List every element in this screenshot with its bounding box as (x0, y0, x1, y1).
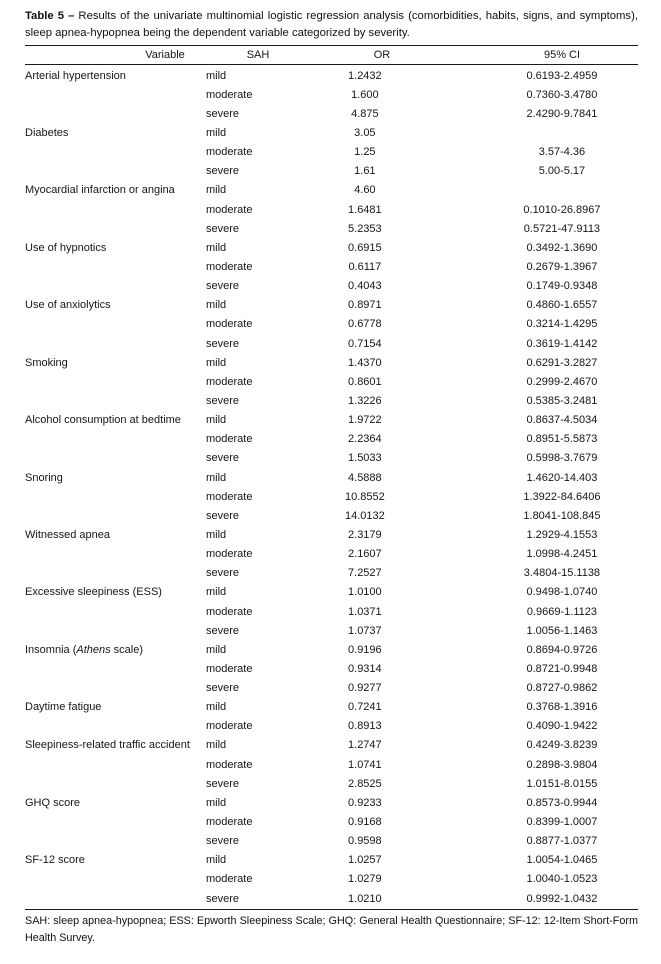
column-header-sah: SAH (246, 49, 270, 61)
ci-cell: 0.3492-1.3690 (526, 241, 598, 254)
table-footnote-text: SAH: sleep apnea-hypopnea; ESS: Epworth Sleepiness Scale; GHQ: General Health Questionnaire; SF-12: 12-Item Short-Form Health Survey. (25, 915, 638, 944)
sah-cell: moderate (206, 260, 253, 273)
or-cell: 0.9233 (348, 796, 382, 809)
table-row (25, 468, 638, 487)
ci-cell: 0.9992-1.0432 (526, 892, 598, 905)
table-row (25, 698, 638, 717)
sah-cell: moderate (206, 720, 253, 733)
or-cell: 0.6778 (348, 318, 382, 331)
or-cell: 2.2364 (348, 433, 382, 446)
ci-cell: 0.8399-1.0007 (526, 816, 598, 829)
table-row (25, 181, 638, 200)
ci-cell: 0.6291-3.2827 (526, 356, 598, 369)
sah-cell: moderate (206, 548, 253, 561)
variable-cell: Myocardial infarction or angina (25, 184, 175, 197)
variable-cell: Arterial hypertension (25, 69, 126, 82)
table-row (25, 372, 638, 391)
ci-cell: 0.3619-1.4142 (526, 337, 598, 350)
table-row (25, 200, 638, 219)
or-cell: 0.8971 (348, 299, 382, 312)
sah-cell: mild (206, 854, 227, 867)
or-cell: 1.2432 (348, 69, 382, 82)
ci-cell: 0.8721-0.9948 (526, 662, 598, 675)
sah-cell: severe (206, 394, 240, 407)
or-cell: 1.0210 (348, 892, 382, 905)
sah-cell: moderate (206, 433, 253, 446)
sah-cell: severe (206, 452, 240, 465)
sah-cell: mild (206, 701, 227, 714)
table-row (25, 334, 638, 353)
or-cell: 2.3179 (348, 528, 382, 541)
table-row (25, 66, 638, 85)
variable-cell: Diabetes (25, 126, 69, 139)
ci-cell: 0.8727-0.9862 (526, 682, 598, 695)
variable-cell: SF-12 score (25, 854, 85, 867)
sah-cell: mild (206, 356, 227, 369)
sah-cell: mild (206, 643, 227, 656)
table-row (25, 812, 638, 831)
table-row (25, 506, 638, 525)
table-row (25, 391, 638, 410)
table-row (25, 487, 638, 506)
ci-cell: 0.9498-1.0740 (526, 586, 598, 599)
or-cell: 0.9196 (348, 643, 382, 656)
sah-cell: moderate (206, 662, 253, 675)
variable-cell: Use of anxiolytics (25, 299, 111, 312)
ci-cell: 1.0151-8.0155 (526, 777, 598, 790)
table-row (25, 104, 638, 123)
variable-cell: Snoring (25, 471, 63, 484)
ci-cell: 1.2929-4.1553 (526, 528, 598, 541)
ci-cell: 0.1010-26.8967 (523, 203, 601, 216)
table-row (25, 717, 638, 736)
sah-cell: severe (206, 107, 240, 120)
table-row (25, 315, 638, 334)
or-cell: 1.5033 (348, 452, 382, 465)
table-row (25, 679, 638, 698)
table-header-row (25, 46, 638, 64)
table-row (25, 736, 638, 755)
or-cell: 0.7154 (348, 337, 382, 350)
ci-cell: 0.8573-0.9944 (526, 796, 598, 809)
or-cell: 1.25 (354, 146, 376, 159)
or-cell: 0.9277 (348, 682, 382, 695)
table-row (25, 832, 638, 851)
ci-cell: 1.0998-4.2451 (526, 548, 598, 561)
sah-cell: moderate (206, 490, 253, 503)
column-header-variable: Variable (145, 49, 185, 61)
or-cell: 0.9314 (348, 662, 382, 675)
table-row (25, 602, 638, 621)
variable-cell: GHQ score (25, 796, 81, 809)
or-cell: 0.6915 (348, 241, 382, 254)
column-header-ci: 95% CI (543, 49, 581, 61)
or-cell: 0.9168 (348, 816, 382, 829)
sah-cell: mild (206, 739, 227, 752)
table-row (25, 449, 638, 468)
ci-cell: 0.4090-1.9422 (526, 720, 598, 733)
table-row (25, 793, 638, 812)
sah-cell: mild (206, 241, 227, 254)
sah-cell: moderate (206, 758, 253, 771)
or-cell: 0.9598 (348, 835, 382, 848)
or-cell: 4.875 (351, 107, 379, 120)
or-cell: 1.0279 (348, 873, 382, 886)
variable-cell: Smoking (25, 356, 68, 369)
table-caption-label: Table 5 – (25, 10, 75, 22)
ci-cell: 0.4249-3.8239 (526, 739, 598, 752)
table-row (25, 277, 638, 296)
sah-cell: mild (206, 184, 227, 197)
or-cell: 1.0100 (348, 586, 382, 599)
table-row (25, 774, 638, 793)
sah-cell: mild (206, 586, 227, 599)
sah-cell: severe (206, 165, 240, 178)
ci-cell: 0.3214-1.4295 (526, 318, 598, 331)
sah-cell: severe (206, 892, 240, 905)
table-row (25, 85, 638, 104)
ci-cell: 5.00-5.17 (538, 165, 586, 178)
table-row (25, 659, 638, 678)
table-row (25, 143, 638, 162)
table-row (25, 296, 638, 315)
or-cell: 1.4370 (348, 356, 382, 369)
sah-cell: mild (206, 796, 227, 809)
or-cell: 1.0737 (348, 624, 382, 637)
or-cell: 1.0741 (348, 758, 382, 771)
or-cell: 0.7241 (348, 701, 382, 714)
or-cell: 5.2353 (348, 222, 382, 235)
table-row (25, 851, 638, 870)
sah-cell: moderate (206, 873, 253, 886)
sah-cell: moderate (206, 605, 253, 618)
table-row (25, 162, 638, 181)
ci-cell: 0.2679-1.3967 (526, 260, 598, 273)
ci-cell: 1.4620-14.403 (526, 471, 598, 484)
variable-cell: Witnessed apnea (25, 528, 110, 541)
ci-cell: 0.6193-2.4959 (526, 69, 598, 82)
ci-cell: 1.0040-1.0523 (526, 873, 598, 886)
or-cell: 0.6117 (348, 260, 382, 273)
table-row (25, 564, 638, 583)
or-cell: 0.8913 (348, 720, 382, 733)
or-cell: 0.4043 (348, 280, 382, 293)
table-row (25, 621, 638, 640)
ci-cell: 0.2898-3.9804 (526, 758, 598, 771)
sah-cell: mild (206, 528, 227, 541)
table-footnote (25, 913, 638, 946)
table-caption (25, 8, 638, 42)
ci-cell: 0.1749-0.9348 (526, 280, 598, 293)
or-cell: 2.1607 (348, 548, 382, 561)
variable-cell: Insomnia (Athens scale) (25, 643, 144, 656)
sah-cell: moderate (206, 816, 253, 829)
ci-cell: 0.8637-4.5034 (526, 414, 598, 427)
sah-cell: moderate (206, 203, 253, 216)
variable-cell: Daytime fatigue (25, 701, 102, 714)
ci-cell: 0.8877-1.0377 (526, 835, 598, 848)
table-row (25, 411, 638, 430)
ci-cell: 0.5721-47.9113 (523, 222, 601, 235)
sah-cell: severe (206, 777, 240, 790)
column-header-or: OR (373, 49, 391, 61)
ci-cell: 1.8041-108.845 (523, 509, 601, 522)
ci-cell: 0.8951-5.5873 (526, 433, 598, 446)
variable-cell: Use of hypnotics (25, 241, 107, 254)
sah-cell: severe (206, 337, 240, 350)
sah-cell: severe (206, 682, 240, 695)
sah-cell: moderate (206, 88, 253, 101)
table-row (25, 640, 638, 659)
or-cell: 0.8601 (348, 375, 382, 388)
ci-cell: 0.8694-0.9726 (526, 643, 598, 656)
table-row (25, 123, 638, 142)
table-row (25, 257, 638, 276)
ci-cell: 0.4860-1.6557 (526, 299, 598, 312)
table-row (25, 430, 638, 449)
or-cell: 10.8552 (344, 490, 385, 503)
table-row (25, 583, 638, 602)
sah-cell: mild (206, 414, 227, 427)
table-row (25, 755, 638, 774)
or-cell: 1.600 (351, 88, 379, 101)
ci-cell: 3.57-4.36 (538, 146, 586, 159)
or-cell: 4.60 (354, 184, 376, 197)
table-row (25, 889, 638, 908)
sah-cell: moderate (206, 146, 253, 159)
or-cell: 14.0132 (344, 509, 385, 522)
table-row (25, 545, 638, 564)
or-cell: 1.0371 (348, 605, 382, 618)
or-cell: 1.61 (354, 165, 376, 178)
ci-cell: 0.3768-1.3916 (526, 701, 598, 714)
or-cell: 3.05 (354, 126, 376, 139)
or-cell: 7.2527 (348, 567, 382, 580)
ci-cell: 2.4290-9.7841 (526, 107, 598, 120)
sah-cell: mild (206, 299, 227, 312)
ci-cell: 1.0056-1.1463 (526, 624, 598, 637)
or-cell: 2.8525 (348, 777, 382, 790)
ci-cell: 3.4804-15.1138 (523, 567, 601, 580)
variable-cell: Sleepiness-related traffic accident (25, 739, 190, 752)
table-row (25, 353, 638, 372)
or-cell: 1.0257 (348, 854, 382, 867)
table-row (25, 525, 638, 544)
sah-cell: mild (206, 471, 227, 484)
sah-cell: mild (206, 126, 227, 139)
ci-cell: 0.2999-2.4670 (526, 375, 598, 388)
rule-above-footnote (25, 909, 638, 910)
variable-cell: Excessive sleepiness (ESS) (25, 586, 162, 599)
or-cell: 1.2747 (348, 739, 382, 752)
table-row (25, 238, 638, 257)
or-cell: 4.5888 (348, 471, 382, 484)
sah-cell: moderate (206, 375, 253, 388)
or-cell: 1.9722 (348, 414, 382, 427)
ci-cell: 1.3922-84.6406 (523, 490, 601, 503)
sah-cell: severe (206, 624, 240, 637)
sah-cell: severe (206, 280, 240, 293)
sah-cell: moderate (206, 318, 253, 331)
or-cell: 1.3226 (348, 394, 382, 407)
table-row (25, 219, 638, 238)
table-body (25, 65, 638, 909)
sah-cell: severe (206, 222, 240, 235)
sah-cell: severe (206, 835, 240, 848)
or-cell: 1.6481 (348, 203, 382, 216)
table-caption-text: Results of the univariate multinomial logistic regression analysis (comorbidities, habits, signs, and symptoms), sleep apnea-hypopnea being the dependent variable categorized by severity. (25, 10, 638, 39)
table-row (25, 870, 638, 889)
sah-cell: mild (206, 69, 227, 82)
ci-cell: 0.5998-3.7679 (526, 452, 598, 465)
ci-cell: 0.5385-3.2481 (526, 394, 598, 407)
sah-cell: severe (206, 509, 240, 522)
ci-cell: 0.9669-1.1123 (526, 605, 597, 618)
sah-cell: severe (206, 567, 240, 580)
ci-cell: 0.7360-3.4780 (526, 88, 598, 101)
variable-cell: Alcohol consumption at bedtime (25, 414, 181, 427)
ci-cell: 1.0054-1.0465 (526, 854, 598, 867)
